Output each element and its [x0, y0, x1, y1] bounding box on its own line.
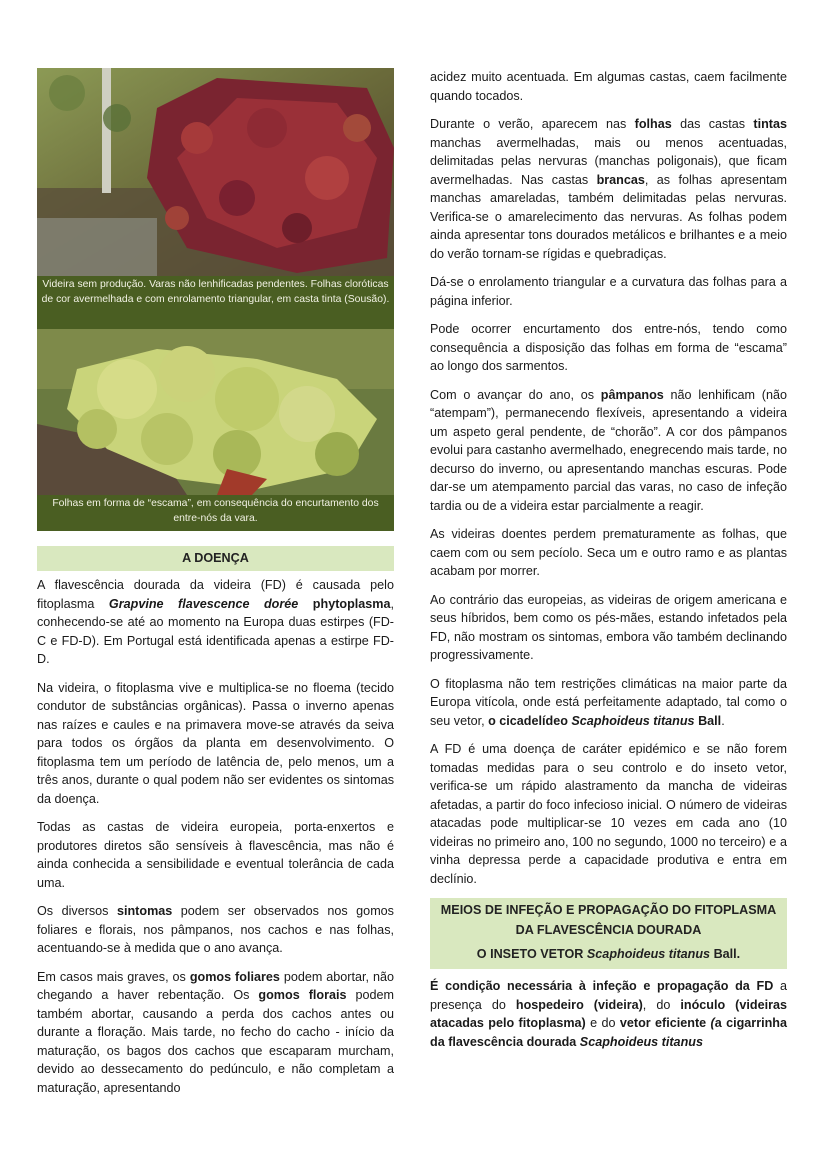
right-paragraph-4: Com o avançar do ano, os pâmpanos não lenhificam (não “atempam”), permanecendo flexíveis, apresentando a videira um aspeto geral pendente, de “chorão”. A cor dos pâmpanos evolui para castanho avermelhado, enegrecendo mais tarde, no decurso do inverno, ou apresentando manchas escuras. Pode dar-se um atempamento parcial das varas, no caso de infeção tardia ou de a videira estar parcialmente a reagir.: [430, 387, 787, 513]
photo-caption-2: Folhas em forma de “escama”, em consequência do encurtamento dos entre-nós da vara.: [52, 498, 379, 524]
right-paragraph-1: Durante o verão, aparecem nas folhas das castas tintas manchas avermelhadas, mais ou menos acentuadas, delimitadas pelas nervuras (manchas poligonais), que ficam avermelhadas. Nas castas brancas, as folhas apresentam manchas amareladas, também delimitadas pelas nervuras. Verifica-se o amarelecimento das nervuras. As folhas podem ainda apresentar tons dourados metálicos e brilhantes e a meio do verão tornam-se rígidas e quebradiças.: [430, 117, 787, 261]
right-column: [430, 68, 787, 1061]
right-paragraph-2: Dá-se o enrolamento triangular e a curvatura das folhas para a página inferior.: [430, 275, 787, 308]
propagation-heading: MEIOS DE INFEÇÃO E PROPAGAÇÃO DO FITOPLASMA DA FLAVESCÊNCIA DOURADA: [430, 898, 787, 942]
photo-scale-leaves: [37, 329, 394, 495]
left-paragraph-5: Em casos mais graves, os gomos foliares podem abortar, não chegando a haver rebentação. Os gomos florais podem também abortar, causando a perda dos cachos antes ou durante a floração. Mais tarde, no fecho do cacho - início da maturação, os bagos dos cachos que escaparam murcham, devido ao dessecamento do pedúnculo, e não completam a maturação, apresentando: [37, 969, 395, 1095]
photo-caption-1: Videira sem produção. Varas não lenhificadas pendentes. Folhas cloróticas de cor avermelhada e com enrolamento triangular, em casta tinta (Sousão).: [41, 279, 390, 305]
disease-heading: A DOENÇA: [37, 546, 394, 571]
left-paragraph-1: A flavescência dourada da videira (FD) é causada pelo fitoplasma Grapvine flavescence dorée phytoplasma, conhecendo-se até ao momento na Europa duas estirpes (FD-C e FD-D). Em Portugal está identificada apenas a estirpe FD-D.: [37, 578, 394, 666]
right-paragraph-6: Ao contrário das europeias, as videiras de origem americana e seus híbridos, bem como os pés-mães, estando infetados pela FD, não mostram os sintomas, embora vão também declinando progressivamente.: [430, 592, 787, 662]
left-column: [37, 68, 394, 1107]
right-paragraph-5: As videiras doentes perdem prematuramente as folhas, que caem com ou sem pecíolo. Seca um e outro ramo e as plantas acabam por morrer.: [430, 527, 787, 578]
right-paragraph-0: acidez muito acentuada. Em algumas castas, caem facilmente quando tocados.: [430, 70, 787, 103]
vector-heading: O INSETO VETOR Scaphoideus titanus Ball.: [430, 942, 787, 969]
left-paragraph-3: Todas as castas de videira europeia, porta-enxertos e produtores diretos são sensíveis à flavescência, mas não é ainda conhecida a sensibilidade e eventual tolerância de cada uma.: [37, 820, 394, 890]
photo-red-vine: [37, 68, 394, 276]
right-paragraph-3: Pode ocorrer encurtamento dos entre-nós, tendo como consequência a disposição das folhas em forma de “escama” ao longo dos sarmentos.: [430, 322, 787, 373]
left-paragraph-4: Os diversos sintomas podem ser observados nos gomos foliares e florais, nos pâmpanos, nos cachos e nas folhas, acentuando-se à medida que o ano avança.: [37, 904, 394, 955]
right-paragraph-9: É condição necessária à infeção e propagação da FD a presença do hospedeiro (videira), do inóculo (videiras atacadas pelo fitoplasma) e do vetor eficiente (a cigarrinha da flavescência dourada Scaphoideus titanus: [430, 979, 787, 1049]
photo-block-1: [37, 68, 394, 531]
right-paragraph-7: O fitoplasma não tem restrições climáticas na maior parte da Europa vitícola, onde está perfeitamente adaptado, tal como o seu vetor, o cicadelídeo Scaphoideus titanus Ball.: [430, 676, 787, 728]
left-paragraph-2: Na videira, o fitoplasma vive e multiplica-se no floema (tecido condutor de substâncias orgânicas). Passa o inverno apenas nas raízes e caules e na primavera move-se através da seiva para todos os órgãos da planta em desenvolvimento. O fitoplasma tem um período de latência de, pelo menos, um a três anos, durante o qual podem não ser evidentes os sintomas da doença.: [37, 680, 394, 806]
right-paragraph-8: A FD é uma doença de caráter epidémico e se não forem tomadas medidas para o seu controlo e do inseto vetor, verifica-se um rápido alastramento da mancha de videiras afetadas, a partir do foco infecioso inicial. O número de videiras atacadas pode multiplicar-se 10 vezes em cada ano (10 videiras no primeiro ano, 100 no segundo, 1000 no terceiro) e a vinha depressa perde a capacidade produtiva e entra em declínio.: [430, 742, 787, 886]
